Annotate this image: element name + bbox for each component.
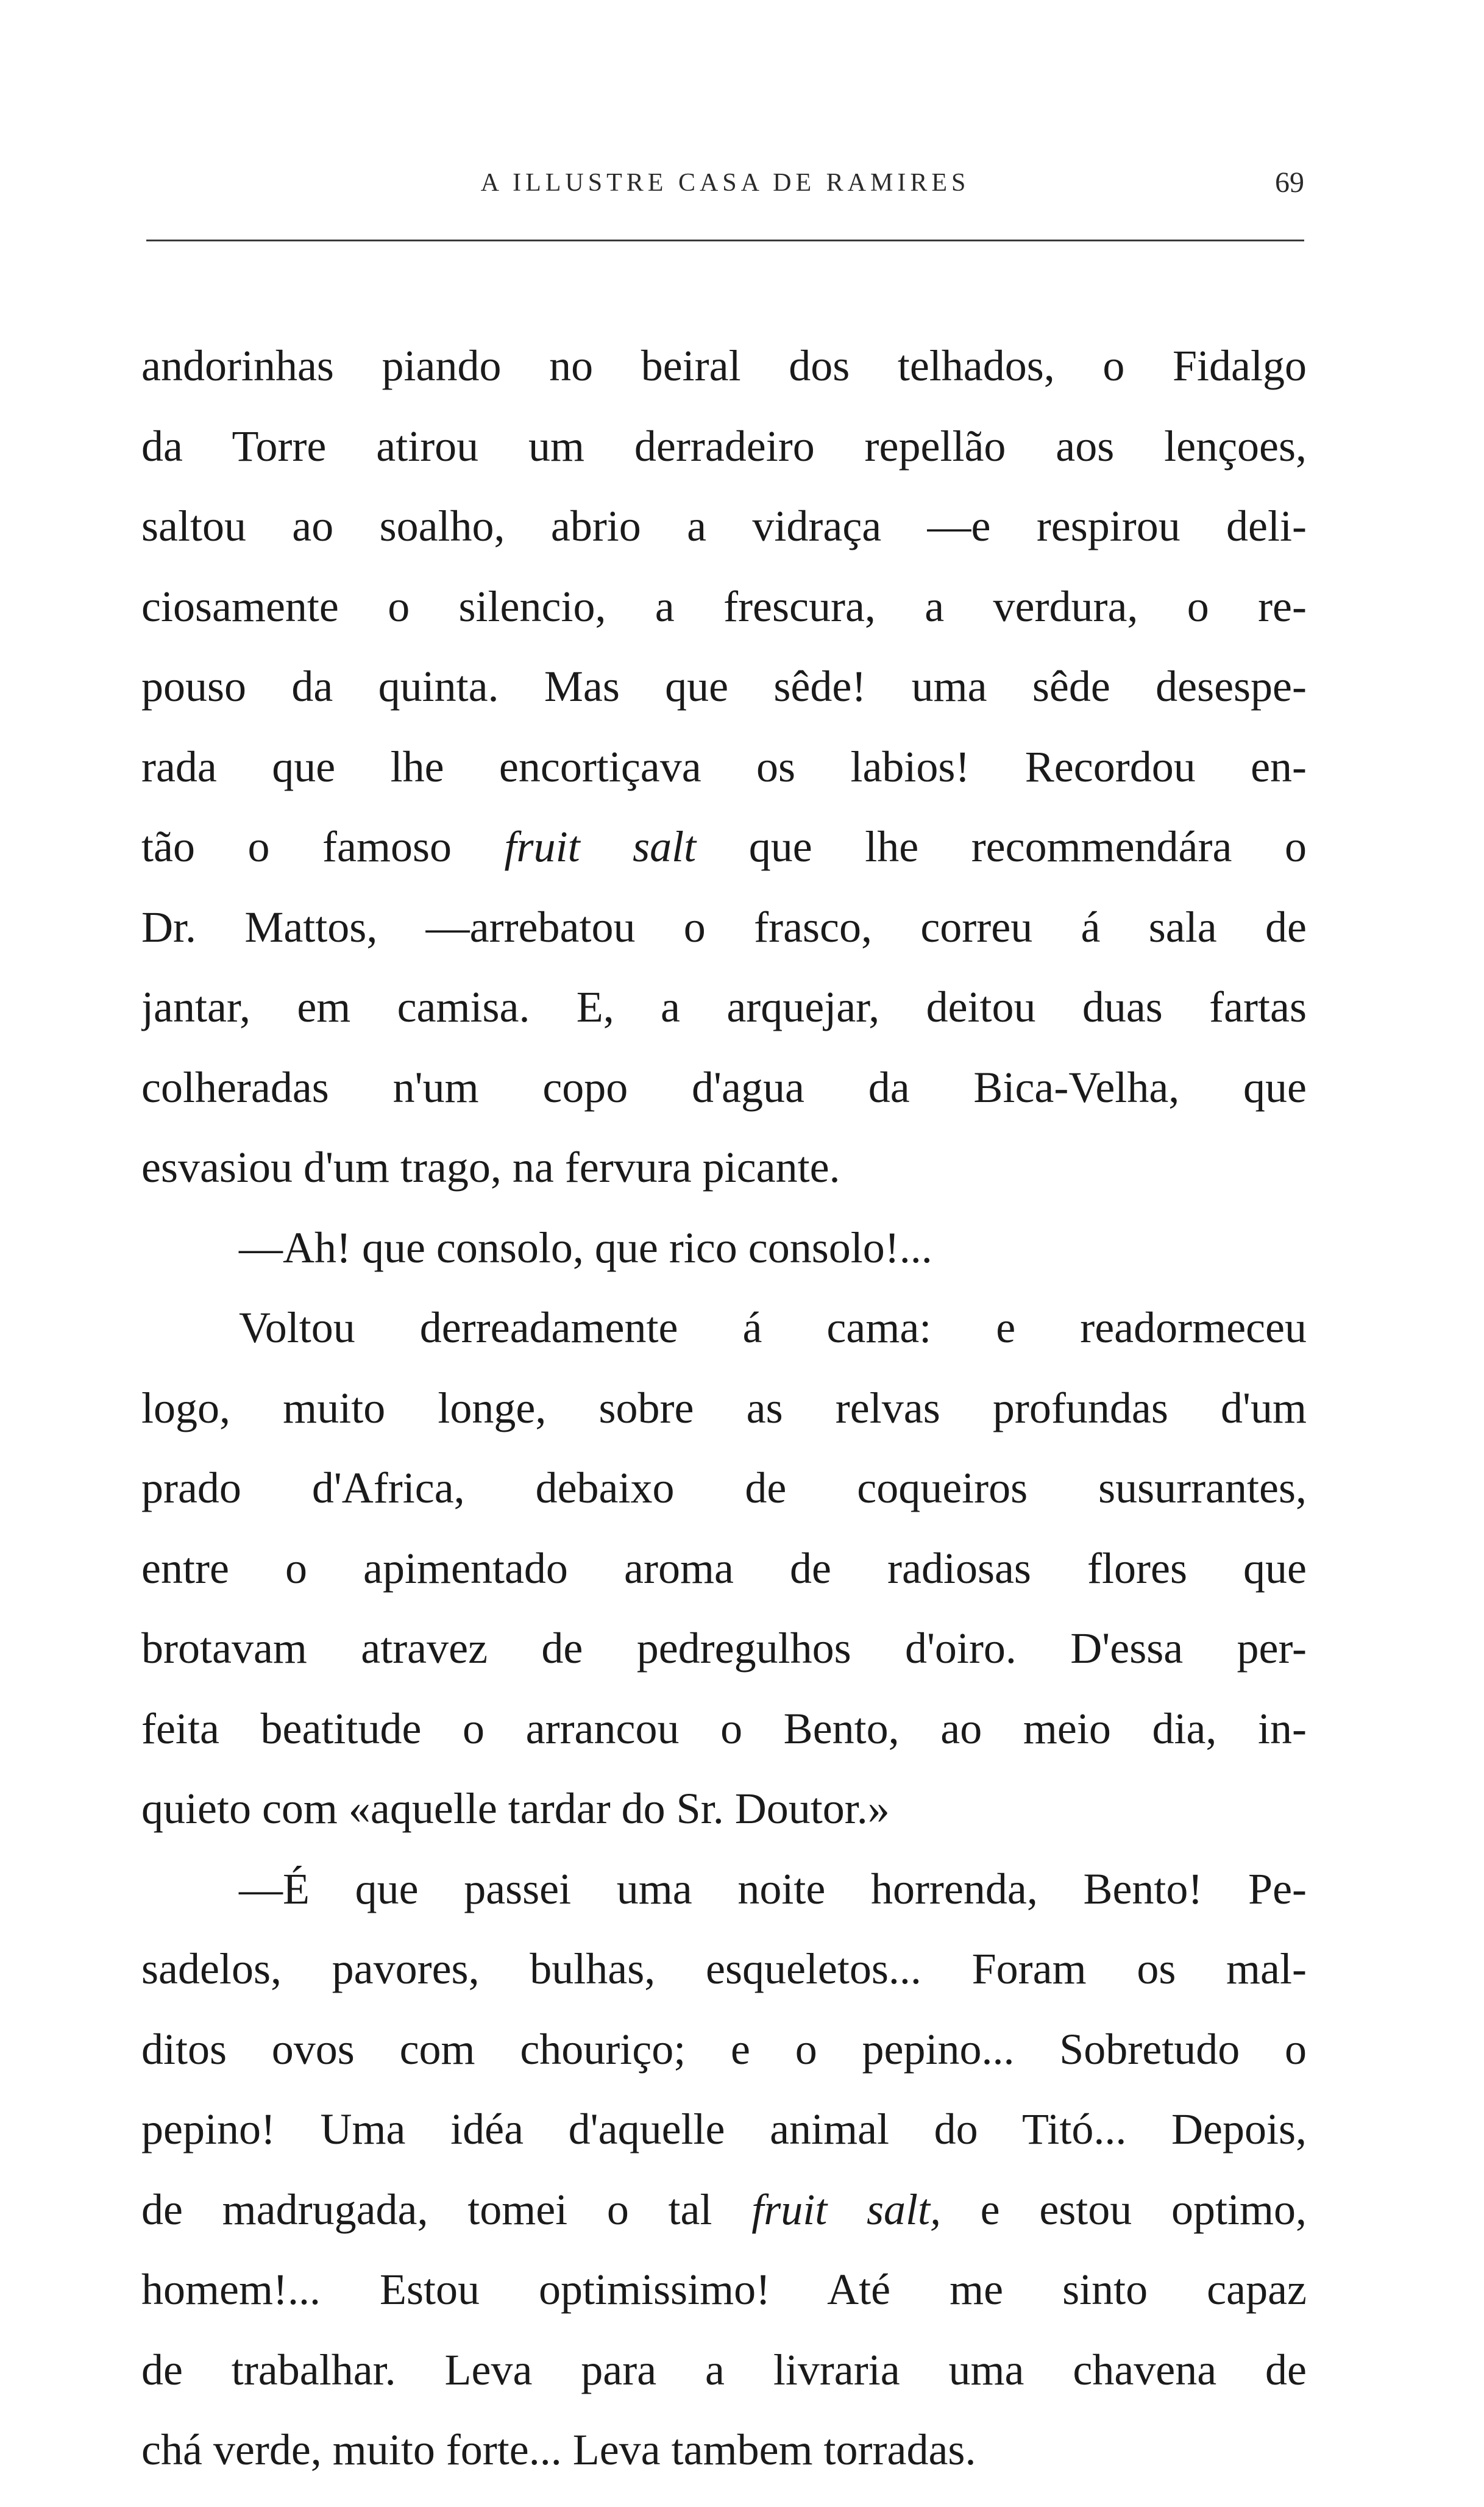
text-line: brotavam atravez de pedregulhos d'oiro. D'essa per- xyxy=(141,1624,1307,1673)
text-segment: que lhe recommendára o xyxy=(696,822,1307,871)
text-line: andorinhas piando no beiral dos telhados, o Fidalgo xyxy=(141,341,1307,390)
text-line: saltou ao soalho, abrio a vidraça —e respirou deli- xyxy=(141,502,1307,550)
text-line: de trabalhar. Leva para a livraria uma chavena de xyxy=(141,2345,1307,2394)
text-line: ditos ovos com chouriço; e o pepino... Sobretudo o xyxy=(141,2024,1307,2074)
page-number: 69 xyxy=(1275,166,1304,199)
text-line: logo, muito longe, sobre as relvas profundas d'um xyxy=(141,1383,1307,1432)
text-line: rada que lhe encortiçava os labios! Recordou en- xyxy=(141,742,1307,791)
text-line: —É que passei uma noite horrenda, Bento! Pe- xyxy=(239,1864,1307,1913)
text-line: prado d'Africa, debaixo de coqueiros susurrantes, xyxy=(141,1463,1307,1512)
running-head xyxy=(146,155,1304,210)
text-segment: e estou optimo, xyxy=(940,2185,1307,2234)
text-line: quieto com «aquelle tardar do Sr. Doutor.» xyxy=(141,1784,890,1833)
text-line: pepino! Uma idéa d'aquelle animal do Titó... Depois, xyxy=(141,2105,1307,2153)
text-line: da Torre atirou um derradeiro repellão aos lençoes, xyxy=(141,421,1307,471)
running-title: A ILLUSTRE CASA DE RAMIRES xyxy=(480,169,970,197)
text-line: esvasiou d'um trago, na fervura picante. xyxy=(141,1143,840,1192)
text-line: pouso da quinta. Mas que sêde! uma sêde desespe- xyxy=(141,662,1307,711)
text-segment: tão o famoso xyxy=(141,822,505,871)
text-line: entre o apimentado aroma de radiosas flores que xyxy=(141,1543,1307,1593)
body-text xyxy=(141,326,1307,2491)
text-line: ciosamente o silencio, a frescura, a verdura, o re- xyxy=(141,581,1307,631)
italic-term: fruit salt, xyxy=(751,2185,941,2234)
text-line: Dr. Mattos, —arrebatou o frasco, correu á sala de xyxy=(141,902,1307,951)
text-line: feita beatitude o arrancou o Bento, ao meio dia, in- xyxy=(141,1704,1307,1753)
text-line xyxy=(141,2170,1307,2250)
italic-term: fruit salt xyxy=(504,822,697,871)
text-line: Voltou derreadamente á cama: e readormeceu xyxy=(239,1303,1307,1352)
header-rule xyxy=(146,240,1304,241)
text-line: sadelos, pavores, bulhas, esqueletos... Foram os mal- xyxy=(141,1944,1307,1993)
text-line: —Ah! que consolo, que rico consolo!... xyxy=(239,1223,932,1272)
text-line: homem!... Estou optimissimo! Até me sinto capaz xyxy=(141,2265,1307,2314)
text-line: jantar, em camisa. E, a arquejar, deitou duas fartas xyxy=(141,983,1307,1031)
text-segment: de madrugada, tomei o tal xyxy=(141,2185,752,2234)
text-line xyxy=(141,807,1307,887)
text-line: chá verde, muito forte... Leva tambem torradas. xyxy=(141,2425,976,2474)
text-line: colheradas n'um copo d'agua da Bica-Velha, que xyxy=(141,1062,1307,1112)
